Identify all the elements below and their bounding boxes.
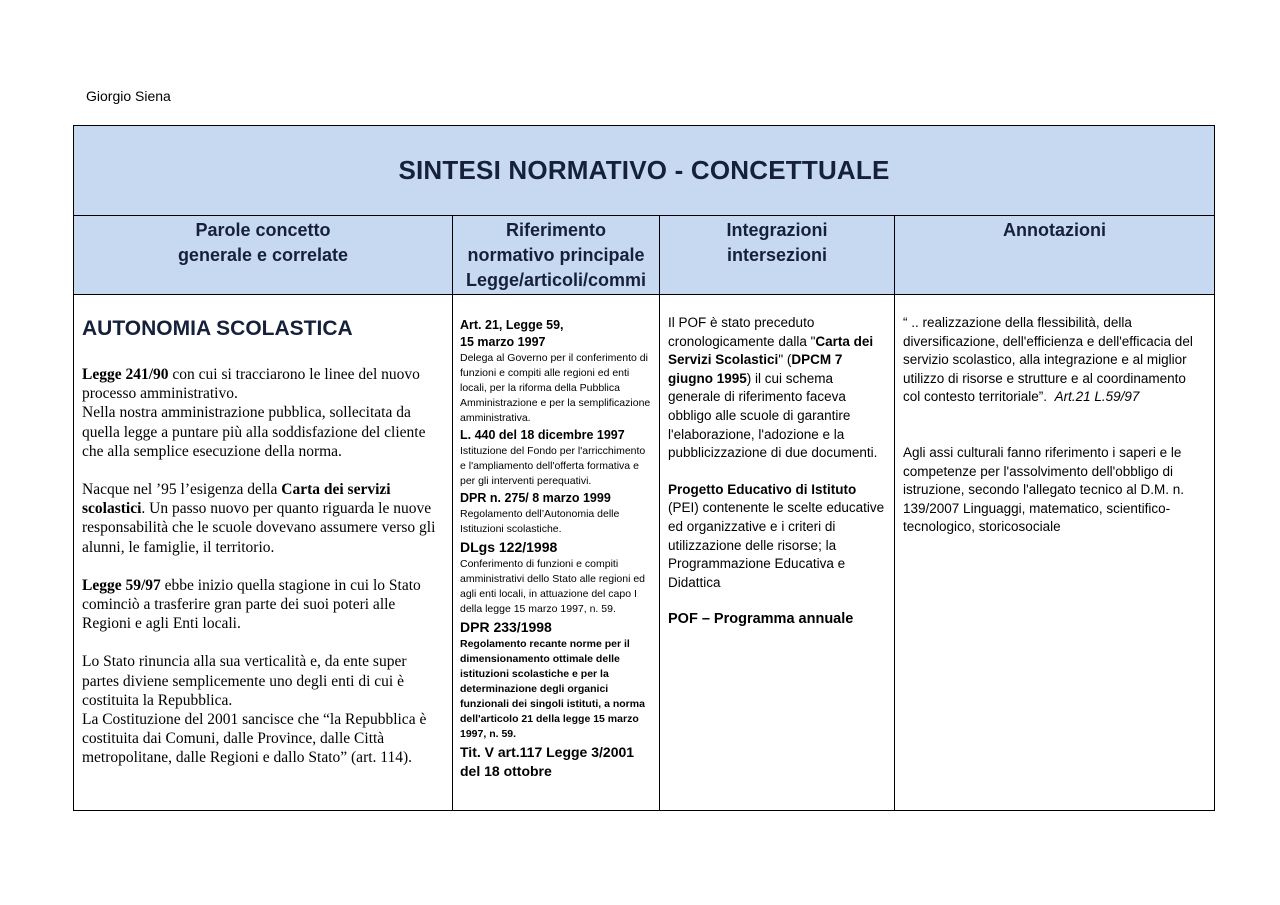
text: Lo Stato rinuncia alla sua verticalità e, da ente super partes diviene semplicemente uno degli enti di cui è costituita la Repubblica.: [82, 653, 407, 709]
text: ) il cui schema generale di riferimento faceva obbligo alle scuole di garantire l'elaborazione, l'adozione e la pubblicizzazione di due documenti.: [668, 370, 878, 461]
bold-term: DPCM 7 giugno 1995: [668, 352, 843, 386]
header-text: Riferimento: [505, 220, 606, 240]
header-row: [74, 216, 1214, 295]
ref-desc: Istituzione del Fondo per l'arricchimento e l'ampliamento dell'offerta formativa e per gli interventi perequativi.: [460, 445, 646, 487]
text: ebbe inizio quella stagione in cui lo Stato cominciò a trasferire gran parte dei suoi poteri alle Regioni e agli Enti locali.: [82, 576, 421, 633]
page-title: SINTESI NORMATIVO - CONCETTUALE: [398, 155, 890, 185]
cell-annotazioni: [894, 295, 1214, 810]
ref-desc: Delega al Governo per il conferimento di funzioni e compiti alle regioni ed enti locali, per la riforma della Pubblica Amministrazione e per la semplificazione amministrativa.: [460, 352, 651, 424]
bold-term: Legge 241/90: [82, 366, 169, 383]
paragraph-pof-programma: POF – Programma annuale: [668, 611, 854, 628]
citation-ref: Art.21 L.59/97: [1054, 389, 1140, 405]
ref-desc: Conferimento di funzioni e compiti amministrativi dello Stato alle regioni ed agli enti locali, in attuazione del capo I della legge 15 marzo 1997, n. 59.: [460, 558, 646, 615]
header-parole-concetto: [74, 216, 452, 294]
header-riferimento: [452, 216, 659, 294]
header-text: generale e correlate: [177, 245, 349, 265]
table-title-row: [74, 126, 1214, 216]
header-text: normativo principale: [467, 245, 645, 265]
content-row: [74, 295, 1214, 810]
bold-term: Carta dei servizi scolastici: [82, 481, 391, 518]
header-text: intersezioni: [726, 245, 828, 265]
bold-term: Legge 59/97: [82, 576, 161, 594]
text: " (: [778, 352, 792, 368]
bold-term: Progetto Educativo di Istituto: [668, 481, 857, 497]
author-name: Giorgio Siena: [86, 88, 171, 104]
paragraph-carta-servizi: [82, 480, 444, 557]
cell-integrazioni: [659, 295, 894, 810]
bold-term: Carta dei Servizi Scolastici: [668, 333, 874, 368]
summary-table: [73, 125, 1215, 811]
text: Nacque nel ’95 l’esigenza della: [82, 481, 282, 499]
text: . Un passo nuovo per quanto riguarda le nuove responsabilità che le scuole dovevano assumere verso gli alunni, le famiglie, il territorio.: [82, 500, 436, 556]
cell-riferimenti: [452, 295, 659, 810]
header-text: Annotazioni: [1003, 220, 1106, 240]
text: Il POF è stato preceduto cronologicamente dalla ": [668, 315, 816, 349]
text: La Costituzione del 2001 sancisce che “la Repubblica è costituita dai Comuni, dalle Province, dalle Città metropolitane, dalle Regioni e dallo Stato” (art. 114).: [82, 711, 427, 767]
ref-desc: Regolamento recante norme per il dimensionamento ottimale delle istituzioni scolastiche e per la determinazione degli organici funzionali dei singoli istituti, a norma dell'articolo 21 della legge 15 marzo 1997, n. 59.: [460, 638, 645, 740]
text: con cui si tracciarono le linee del nuovo processo amministrativo.: [82, 366, 420, 403]
text: (PEI) contenente le scelte educative ed organizzative e i criteri di utilizzazione delle risorse; la Programmazione Educativa e Didattica: [668, 500, 885, 590]
header-text: Legge/articoli/commi: [465, 270, 647, 290]
ref-dpr275: DPR n. 275/ 8 marzo 1999: [460, 491, 611, 505]
paragraph-stato: [82, 652, 444, 767]
header-text: Integrazioni: [726, 220, 828, 240]
text: Nella nostra amministrazione pubblica, sollecitata da quella legge a puntare più alla soddisfazione del cliente che alla semplice esecuzione della norma.: [82, 404, 426, 460]
ref-art21-date: 15 marzo 1997: [460, 335, 546, 349]
ref-tit-v: Tit. V art.117 Legge 3/2001 del 18 ottobre: [460, 744, 635, 779]
ref-dpr233: DPR 233/1998: [460, 619, 552, 635]
ref-art21: Art. 21, Legge 59,: [460, 318, 564, 332]
paragraph-citazione: [903, 314, 1206, 407]
paragraph-assi-culturali: Agli assi culturali fanno riferimento i saperi e le competenze per l'assolvimento dell'obbligo di istruzione, secondo l'allegato tecnico al D.M. n. 139/2007 Linguaggi, matematico, scientifico-tecnologico, storicosociale: [903, 444, 1184, 535]
text: “ .. realizzazione della flessibilità, della diversificazione, dell'efficienza e dell'efficacia del servizio scolastico, alla integrazione e al miglior utilizzo di risorse e strutture e al coordinamento col contesto territoriale”.: [903, 315, 1193, 405]
paragraph-legge-59: [82, 576, 444, 634]
header-integrazioni: [659, 216, 894, 294]
cell-concetti: [74, 295, 452, 810]
paragraph-pei: [668, 481, 886, 593]
ref-desc: Regolamento dell’Autonomia delle Istituzioni scolastiche.: [460, 508, 620, 535]
paragraph-legge-241: [82, 365, 444, 461]
paragraph-pof: [668, 314, 886, 463]
ref-l440: L. 440 del 18 dicembre 1997: [460, 428, 625, 442]
section-heading: AUTONOMIA SCOLASTICA: [82, 317, 353, 340]
header-text: Parole concetto: [195, 220, 331, 240]
ref-dlgs122: DLgs 122/1998: [460, 539, 558, 555]
header-annotazioni: [894, 216, 1214, 294]
